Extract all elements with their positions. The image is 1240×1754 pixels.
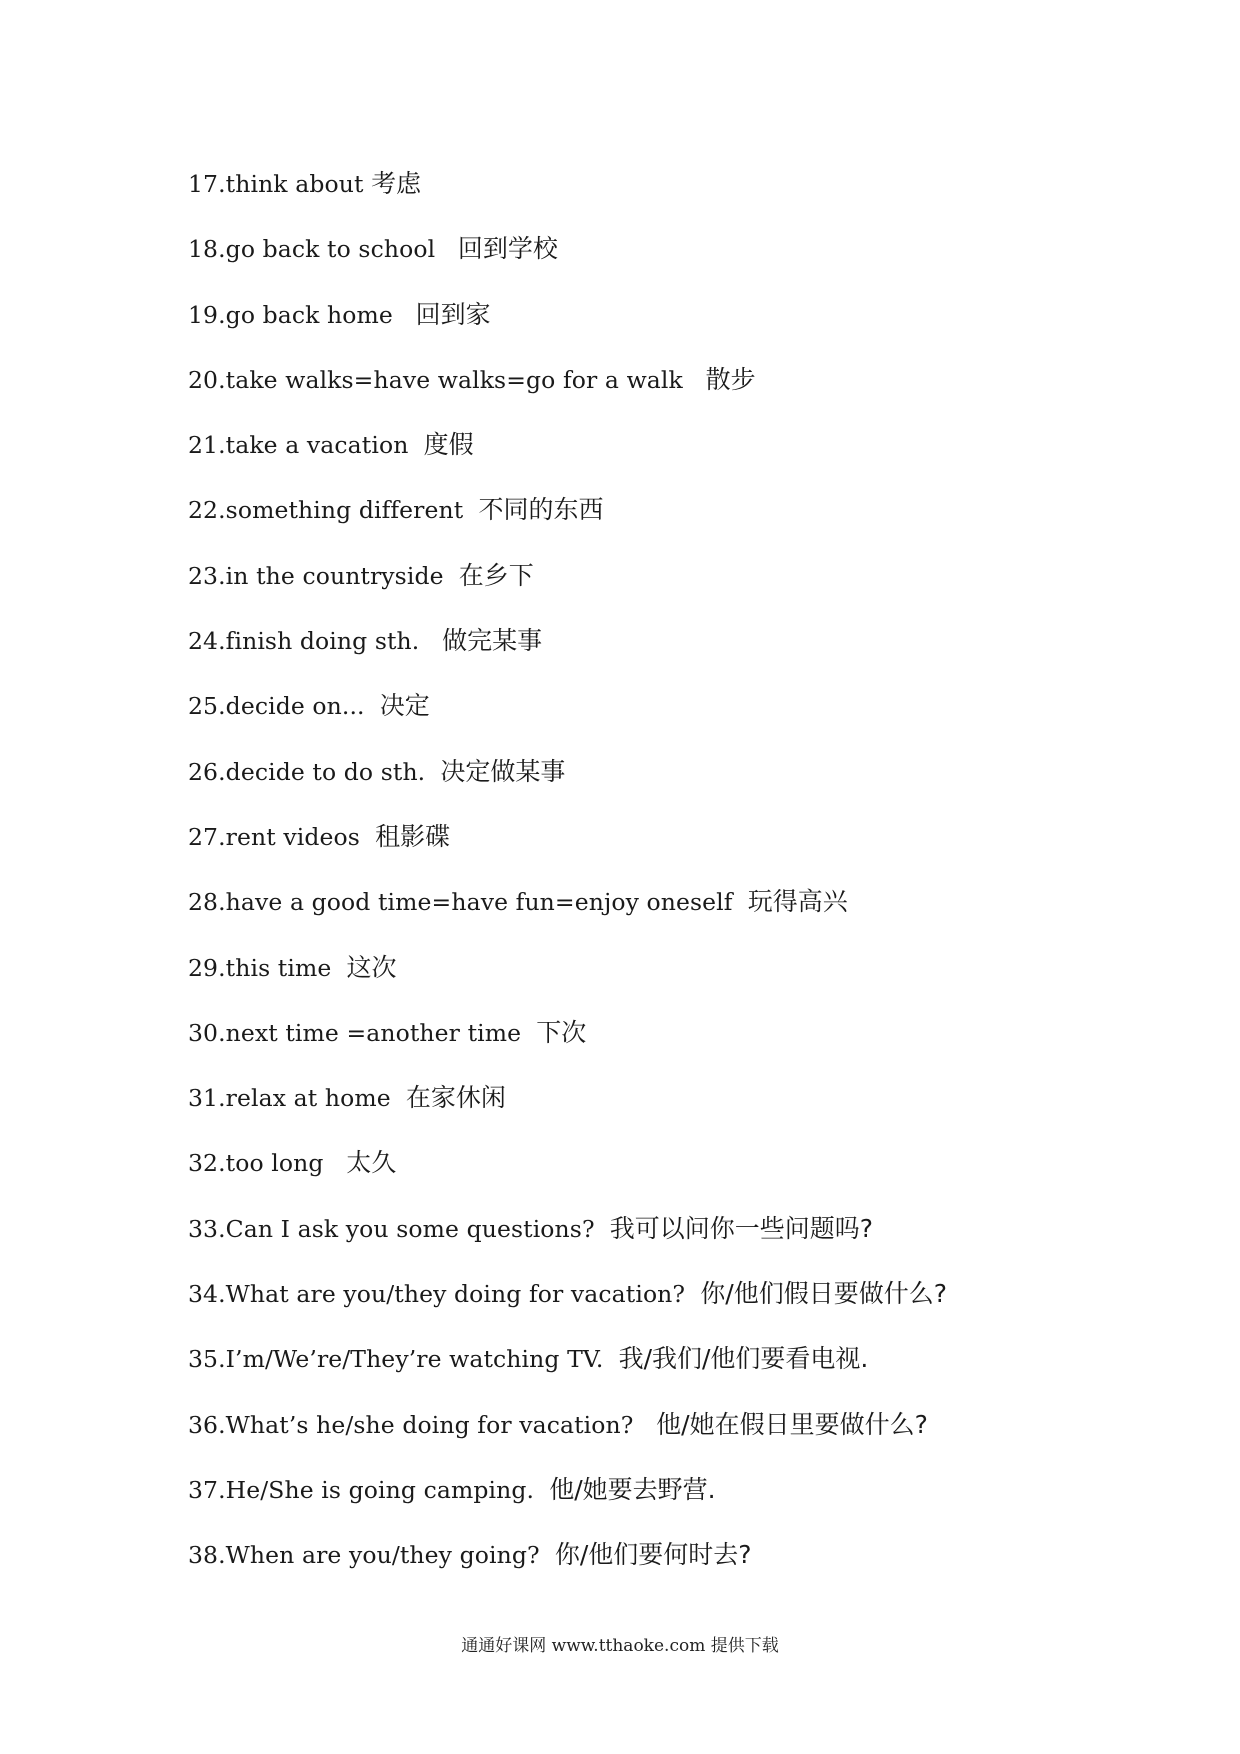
english-phrase: 31.relax at home (188, 1084, 406, 1113)
list-item (188, 1405, 1188, 1470)
english-phrase: 27.rent videos (188, 822, 376, 851)
english-phrase: 18.go back to school (188, 235, 458, 264)
phrase-list (188, 164, 1188, 1601)
english-phrase: 17.think about (188, 170, 372, 198)
english-phrase: 35.I’m/We’re/They’re watching TV. (188, 1345, 619, 1374)
english-phrase: 28.have a good time=have fun=enjoy oneself (188, 888, 748, 917)
list-item (188, 556, 1188, 621)
english-phrase: 26.decide to do sth. (188, 757, 441, 786)
list-item (188, 621, 1188, 686)
list-item (188, 1339, 1188, 1404)
chinese-translation: 回到学校 (457, 234, 558, 264)
chinese-translation: 做完某事 (442, 626, 543, 656)
list-item (188, 1143, 1188, 1208)
list-item (188, 817, 1188, 882)
english-phrase: 37.He/She is going camping. (188, 1475, 550, 1504)
list-item (188, 360, 1188, 425)
chinese-translation: 回到家 (415, 299, 491, 329)
list-item (188, 295, 1188, 360)
list-item (188, 1209, 1188, 1274)
chinese-translation: 玩得高兴 (747, 887, 848, 917)
english-phrase: 36.What’s he/she doing for vacation? (188, 1410, 657, 1439)
list-item (188, 1470, 1188, 1535)
list-item (188, 882, 1188, 947)
english-phrase: 21.take a vacation (188, 431, 424, 460)
english-phrase: 29.this time (188, 953, 347, 982)
list-item (188, 164, 1188, 229)
list-item (188, 1078, 1188, 1143)
page-footer: 通通好课网 www.tthaoke.com 提供下载 (461, 1636, 779, 1656)
chinese-translation: 太久 (346, 1148, 397, 1178)
chinese-translation: 这次 (346, 952, 397, 982)
chinese-translation: 你/他们要何时去? (554, 1540, 752, 1570)
chinese-translation: 散步 (705, 364, 756, 394)
chinese-translation: 我/我们/他们要看电视. (618, 1344, 869, 1374)
list-item (188, 1274, 1188, 1339)
list-item (188, 1013, 1188, 1078)
chinese-translation: 决定 (379, 691, 430, 721)
english-phrase: 20.take walks=have walks=go for a walk (188, 365, 706, 394)
english-phrase: 23.in the countryside (188, 561, 459, 590)
chinese-translation: 考虑 (371, 169, 422, 198)
english-phrase: 34.What are you/they doing for vacation? (188, 1280, 701, 1309)
english-phrase: 30.next time =another time (188, 1018, 537, 1047)
chinese-translation: 不同的东西 (478, 495, 604, 525)
english-phrase: 33.Can I ask you some questions? (188, 1214, 610, 1243)
chinese-translation: 我可以问你一些问题吗? (609, 1213, 874, 1243)
list-item (188, 1535, 1188, 1600)
chinese-translation: 度假 (423, 430, 474, 460)
english-phrase: 38.When are you/they going? (188, 1541, 555, 1570)
list-item (188, 229, 1188, 294)
chinese-translation: 他/她在假日里要做什么? (656, 1409, 928, 1439)
list-item (188, 490, 1188, 555)
list-item (188, 948, 1188, 1013)
list-item (188, 425, 1188, 490)
list-item (188, 686, 1188, 751)
chinese-translation: 你/他们假日要做什么? (700, 1279, 947, 1309)
chinese-translation: 决定做某事 (440, 756, 566, 786)
english-phrase: 25.decide on... (188, 692, 380, 721)
chinese-translation: 他/她要去野营. (549, 1474, 716, 1504)
chinese-translation: 租影碟 (375, 821, 451, 851)
list-item (188, 752, 1188, 817)
english-phrase: 24.finish doing sth. (188, 627, 443, 656)
chinese-translation: 在家休闲 (405, 1083, 506, 1113)
chinese-translation: 在乡下 (458, 560, 534, 590)
english-phrase: 22.something different (188, 496, 479, 525)
english-phrase: 32.too long (188, 1149, 347, 1178)
english-phrase: 19.go back home (188, 300, 416, 329)
chinese-translation: 下次 (536, 1017, 587, 1047)
